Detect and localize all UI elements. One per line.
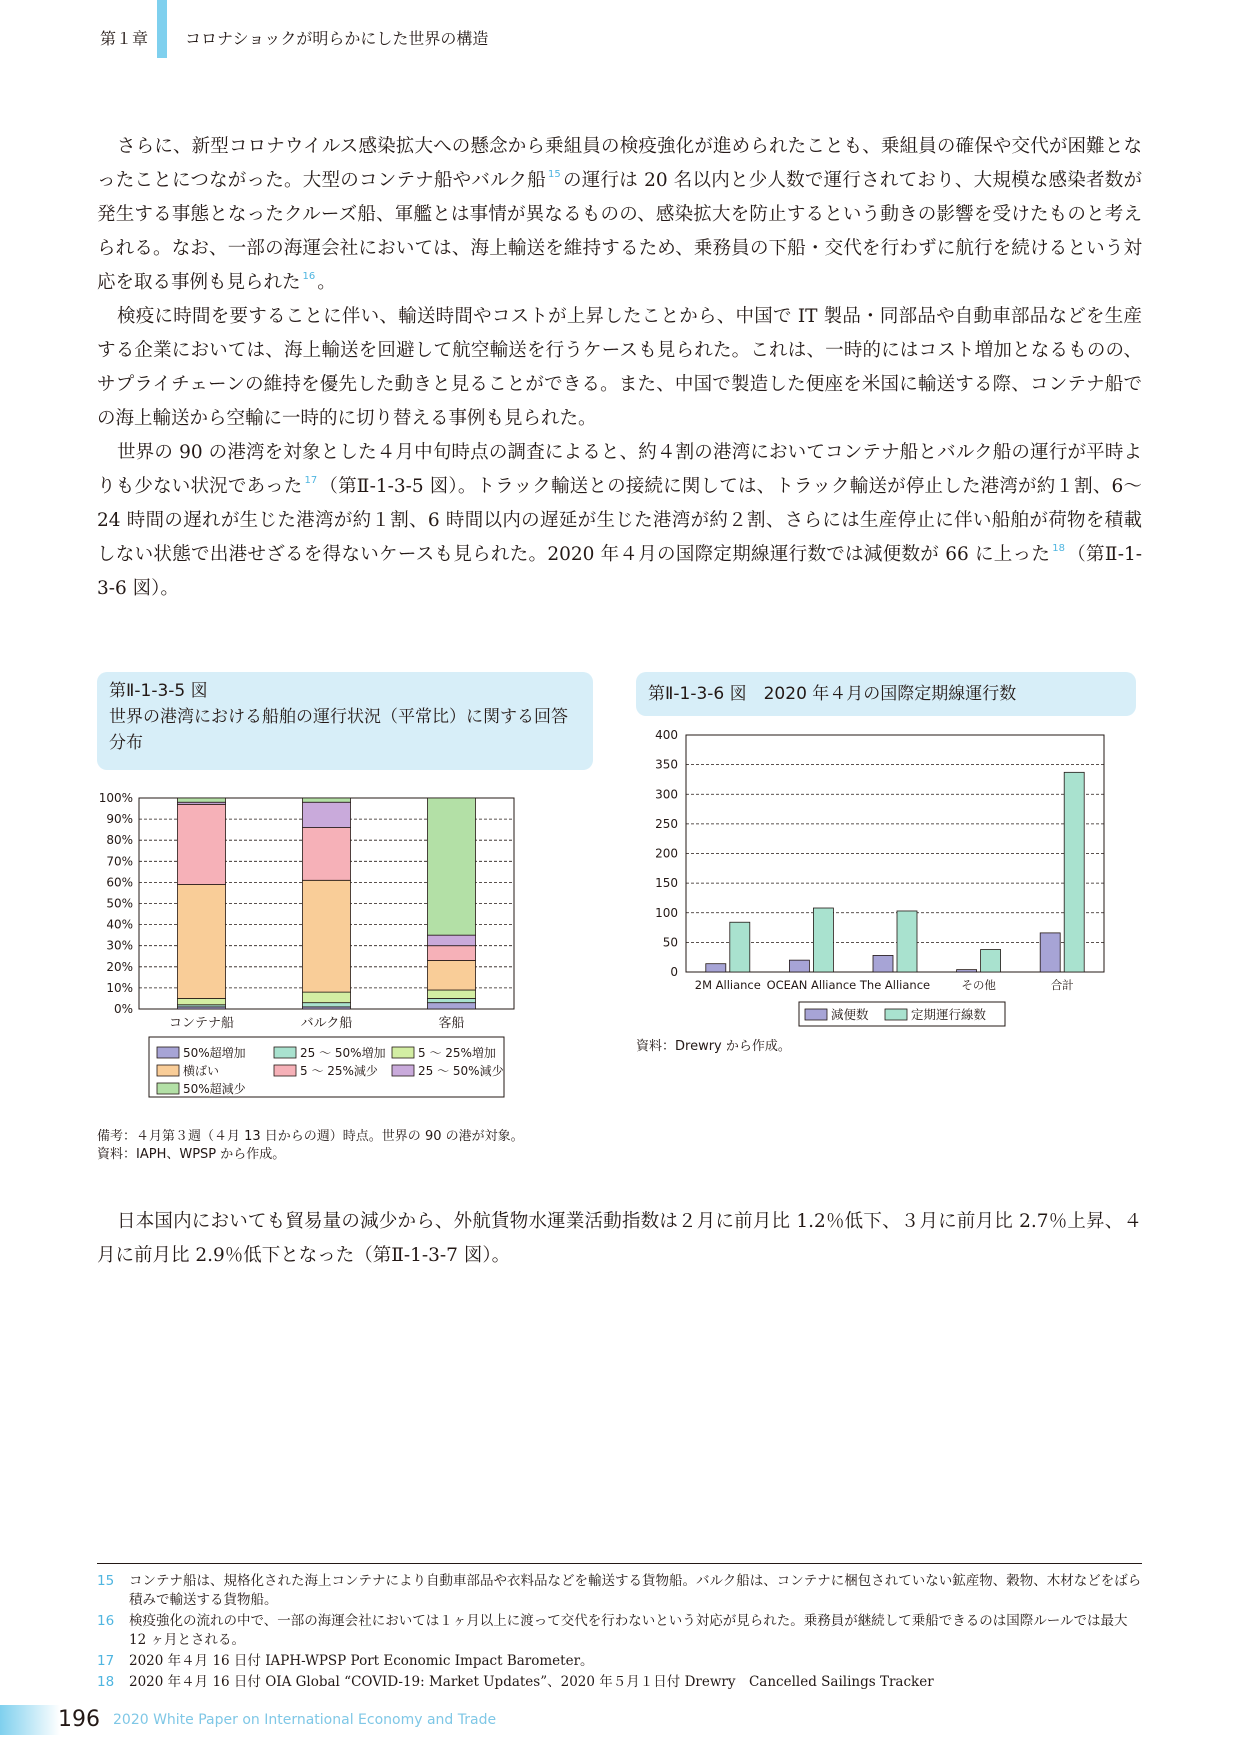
y-tick-label: 250 [655, 816, 678, 831]
bar-segment [428, 1003, 476, 1009]
y-tick-label: 350 [655, 757, 678, 772]
x-tick-label: コンテナ船 [168, 1016, 235, 1031]
header-accent-bar [157, 0, 167, 58]
figure-left-number: 第Ⅱ-1-3-5 図 [109, 681, 208, 701]
paragraph-2: 検疫に時間を要することに伴い、輸送時間やコストが上昇したことから、中国で IT 製品・同部品や自動車部品などを生産する企業においては、海上輸送を回避して航空輸送を行うケースも見られた。これは、一時的にはコスト増加となるものの、サプライチェーンの維持を優先した動きと見ることができる。また、中国で製造した便座を米国に輸送する際、コンテナ船での海上輸送から空輸に一時的に切り替える事例も見られた。 [97, 306, 1142, 429]
bar [706, 964, 726, 972]
y-tick-label: 100% [98, 791, 133, 805]
bar-segment [178, 804, 226, 884]
legend-label: 5 ～ 25%増加 [418, 1046, 496, 1060]
footnote-ref-16[interactable]: 16 [302, 271, 316, 282]
y-tick-label: 0 [670, 965, 678, 979]
legend-swatch [392, 1047, 414, 1058]
x-tick-label: OCEAN Alliance [766, 978, 857, 992]
footnotes [97, 1563, 1142, 1694]
legend-swatch [157, 1065, 179, 1076]
bar-segment [428, 946, 476, 961]
bar-segment [303, 880, 351, 992]
figure-left-title [97, 672, 593, 770]
legend-swatch [805, 1009, 827, 1020]
bar-segment [303, 828, 351, 881]
bar-segment [428, 960, 476, 990]
y-tick-label: 50 [662, 935, 678, 950]
y-tick-label: 90% [106, 812, 133, 827]
x-tick-label: 客船 [438, 1016, 465, 1031]
y-tick-label: 50% [106, 896, 133, 911]
figure-left-notes [97, 1128, 524, 1164]
body-text-top [97, 130, 1142, 606]
legend-label: 定期運行線数 [911, 1007, 987, 1022]
footnote-17: 17 2020 年４月 16 日付 IAPH-WPSP Port Economic Impact Barometer。 [97, 1653, 594, 1669]
figure-left-source: 資料：IAPH、WPSP から作成。 [97, 1147, 286, 1162]
bar-segment [303, 798, 351, 802]
page-header [0, 0, 1241, 58]
paragraph-4: 日本国内においても貿易量の減少から、外航貨物水運業活動指数は２月に前月比 1.2％低下、３月に前月比 2.7％上昇、４月に前月比 2.9％低下となった（第Ⅱ-1-3-7 図）。 [97, 1211, 1142, 1266]
bar-segment [178, 798, 226, 802]
paragraph-3: 世界の 90 の港湾を対象とした４月中旬時点の調査によると、約４割の港湾においてコンテナ船とバルク船の運行が平時よりも少ない状況であった $^{17}$ （第Ⅱ-1-3-5 図）。トラック輸送との接続に関しては、トラック輸送が停止した港湾が約１割、6〜24 時間の遅れが生じた港湾が約１割、6 時間以内の遅延が生じた港湾が約２割、さらには生産停止に伴い船舶が荷物を積載しない状態で出港せざるを得ないケースも見られた。2020 年４月の国際定期線運行数では減便数が 66 に上った $^{18}$ （第Ⅱ-1-3-6 図）。 [97, 442, 1142, 599]
legend-swatch [157, 1047, 179, 1058]
bar [813, 908, 833, 972]
footer-title: 2020 White Paper on International Economy and Trade [113, 1712, 497, 1728]
legend-swatch [274, 1047, 296, 1058]
bar [1064, 772, 1084, 972]
footer-accent [0, 1705, 60, 1735]
y-tick-label: 40% [106, 917, 133, 932]
bar-segment [428, 998, 476, 1002]
bar-segment [303, 992, 351, 1003]
bar [957, 970, 977, 972]
footnote-16: 16 検疫強化の流れの中で、一部の海運会社においては１ヶ月以上に渡って交代を行わないという対応が見られた。乗務員が継続して乗船できるのは国際ルールでは最大 12 ヶ月とされる。 [97, 1613, 1128, 1648]
legend-swatch [157, 1083, 179, 1094]
bar [873, 955, 893, 972]
bar-segment [303, 802, 351, 827]
bar-segment [428, 990, 476, 998]
bar-segment [303, 1003, 351, 1007]
page-number: 196 [58, 1707, 100, 1732]
bar [981, 949, 1001, 972]
chapter-label: 第１章 [100, 29, 149, 48]
legend-label: 25 ～ 50%減少 [418, 1064, 504, 1078]
x-tick-label: バルク船 [300, 1016, 353, 1031]
footnote-18: 18 2020 年４月 16 日付 OIA Global “COVID-19: Market Updates”、2020 年５月１日付 Drewry Cancelled Sailings Tracker [97, 1674, 934, 1690]
y-tick-label: 30% [106, 938, 133, 953]
bar [897, 911, 917, 972]
footnote-15: 15 コンテナ船は、規格化された海上コンテナにより自動車部品や衣料品などを輸送する貨物船。バルク船は、コンテナに梱包されていない鉱産物、穀物、木材などをばら積みで輸送する貨物船。 [97, 1573, 1142, 1608]
legend-swatch [885, 1009, 907, 1020]
y-tick-label: 60% [106, 875, 133, 890]
figure-left-note: 備考：４月第３週（４月 13 日からの週）時点。世界の 90 の港が対象。 [97, 1129, 524, 1144]
bar [789, 960, 809, 972]
stacked-bar-chart-ship-operations [97, 775, 597, 1120]
x-tick-label: 2M Alliance [694, 978, 761, 992]
legend-label: 横ばい [183, 1064, 220, 1078]
x-tick-label: 合計 [1050, 978, 1074, 992]
y-tick-label: 400 [655, 728, 678, 742]
body-text-bottom [97, 1205, 1142, 1273]
y-tick-label: 300 [655, 787, 678, 802]
legend-swatch [274, 1065, 296, 1076]
y-tick-label: 10% [106, 980, 133, 995]
legend-label: 50%超減少 [183, 1082, 246, 1096]
footnote-ref-18[interactable]: 18 [1052, 543, 1065, 554]
paragraph-1: さらに、新型コロナウイルス感染拡大への懸念から乗組員の検疫強化が進められたことも、乗組員の確保や交代が困難となったことにつながった。大型のコンテナ船やバルク船 $^{15}$ の運行は 20 名以内と少人数で運行されており、大規模な感染者数が発生する事態となったクルーズ船、軍艦とは事情が異なるものの、感染拡大を防止するという動きの影響を受けたものと考えられる。なお、一部の海運会社においては、海上輸送を維持するため、乗務員の下船・交代を行わずに航行を続けるという対応を取る事例も見られた $^{16}$ 。 [97, 136, 1143, 293]
y-tick-label: 100 [655, 905, 678, 920]
bar [1040, 933, 1060, 972]
legend-label: 50%超増加 [183, 1046, 246, 1060]
figure-right-source: 資料：Drewry から作成。 [636, 1039, 791, 1054]
legend-label: 減便数 [831, 1007, 869, 1022]
bar-segment [178, 998, 226, 1004]
y-tick-label: 200 [655, 846, 678, 861]
legend-label: 5 ～ 25%減少 [300, 1064, 378, 1078]
legend-label: 25 ～ 50%増加 [300, 1046, 386, 1060]
footnote-ref-15[interactable]: 15 [548, 169, 561, 180]
page-footer [0, 1695, 1241, 1745]
legend-swatch [392, 1065, 414, 1076]
y-tick-label: 0% [113, 1002, 133, 1016]
y-tick-label: 80% [106, 833, 133, 848]
y-tick-label: 150 [655, 876, 678, 891]
bar-segment [178, 885, 226, 999]
figure-left-caption: 世界の港湾における船舶の運行状況（平常比）に関する回答分布 [109, 707, 568, 753]
y-tick-label: 20% [106, 959, 133, 974]
x-tick-label: その他 [961, 978, 996, 992]
bar-segment [428, 798, 476, 935]
x-tick-label: The Alliance [859, 978, 931, 992]
bar [730, 922, 750, 972]
y-tick-label: 70% [106, 854, 133, 869]
figure-right-title: 第Ⅱ-1-3-6 図 2020 年４月の国際定期線運行数 [636, 672, 1136, 716]
chapter-title: コロナショックが明らかにした世界の構造 [185, 29, 489, 48]
bar-segment [428, 935, 476, 946]
footnote-ref-17[interactable]: 17 [304, 475, 318, 486]
bar-chart-liner-services [636, 720, 1141, 1032]
